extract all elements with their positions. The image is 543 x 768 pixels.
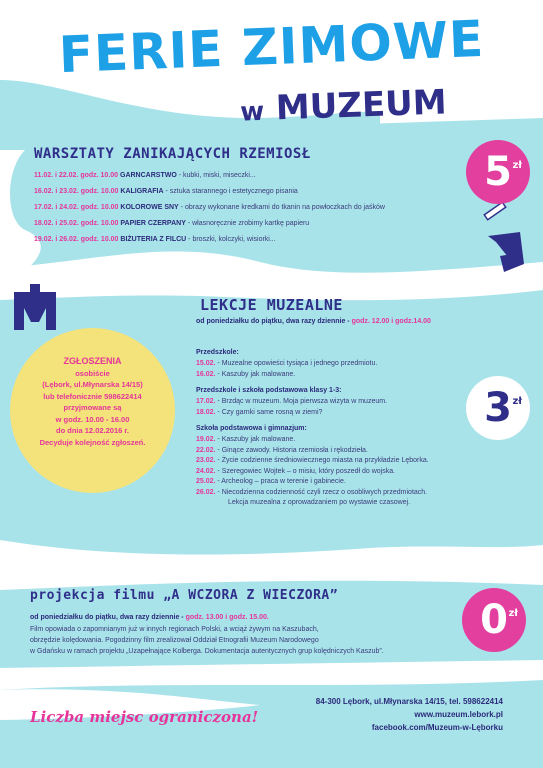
projekcja-schedule: [30, 614, 269, 621]
lesson-text: - Niecodzienna codzienność czyli rzecz o osobliwych przedmiotach.: [215, 488, 428, 496]
lesson-group-title: Szkoła podstawowa i gimnazjum:: [196, 425, 307, 432]
lekcje-schedule-prefix: od poniedziałku do piątku, dwa razy dziennie -: [196, 318, 352, 325]
lesson-item: [196, 409, 322, 416]
price-value: 3: [484, 385, 512, 431]
workshop-row: [34, 204, 385, 211]
zgloszenia-line: (Lębork, ul.Młynarska 14/15): [42, 380, 143, 389]
lekcje-schedule: [196, 318, 431, 325]
price-currency: zł: [512, 396, 522, 407]
workshop-date: 18.02. i 25.02. godz. 10.00: [34, 220, 121, 227]
workshop-desc: - własnoręcznie zrobimy kartkę papieru: [185, 220, 310, 227]
lesson-item: [196, 447, 368, 454]
workshop-desc: - broszki, kolczyki, wisiorki...: [186, 236, 276, 243]
price-currency: zł: [508, 608, 518, 619]
workshop-date: 11.02. i 22.02. godz. 10.00: [34, 172, 120, 179]
zgloszenia-line: lub telefonicznie 598622414: [43, 391, 142, 401]
lesson-text: - Czy garnki same rosną w ziemi?: [215, 408, 323, 416]
footer-address: 84-300 Lębork, ul.Młynarska 14/15, tel. 598622414: [315, 697, 503, 706]
title-w: w: [239, 96, 265, 128]
zgloszenia-text: [10, 356, 175, 448]
workshop-date: 16.02. i 23.02. godz. 10.00: [34, 188, 121, 195]
title-w-muzeum: [239, 82, 447, 129]
museum-logo: [10, 282, 60, 332]
footer-facebook[interactable]: facebook.com/Muzeum-w-Lęborku: [371, 723, 503, 732]
lesson-item: [196, 457, 429, 464]
price-badge-lekcje: [466, 376, 530, 440]
lesson-date: 26.02.: [196, 488, 216, 496]
film-desc-line: w Gdańsku w ramach projektu „Uzapełnające Kolbergа. Dokumentacja autentycznych grup kolędniczych Kaszub”.: [30, 648, 384, 655]
film-desc-line: obrzędzie kolędowania. Pogodzinny film zrealizował Oddział Etnografii Muzeum Narodowego: [30, 637, 319, 644]
limited-places-note: Liczba miejsc ograniczona!: [30, 708, 259, 726]
title-ferie-zimowe: FERIE ZIMOWE: [57, 9, 486, 85]
zgloszenia-lines: [10, 368, 175, 449]
workshop-row: [34, 172, 256, 179]
lesson-date: 23.02.: [196, 457, 216, 464]
workshop-name: PAPIER CZERPANY: [120, 220, 186, 227]
lesson-date: 25.02.: [196, 478, 216, 485]
lesson-date: 17.02.: [196, 398, 216, 405]
lesson-group-title: Przedszkole:: [196, 349, 239, 356]
lesson-date: 24.02.: [196, 467, 216, 475]
zgloszenia-line: do dnia 12.02.2016 r.: [56, 426, 129, 435]
lesson-text: - Życie codzienne średniowiecznego miasta na przykładzie Lęborka.: [215, 457, 429, 464]
price-currency: zł: [512, 160, 522, 171]
lesson-text: - Ginące zawody. Historia rzemiosła i rękodzieła.: [215, 446, 368, 454]
warsztaty-heading: WARSZTATY ZANIKAJĄCYCH RZEMIOSŁ: [34, 146, 311, 162]
lesson-date: 16.02.: [196, 370, 216, 378]
lesson-text: - Archeolog – praca w terenie i gabinecie.: [215, 478, 346, 485]
workshop-desc: - sztuka starannego i estetycznego pisania: [163, 188, 298, 195]
zgloszenia-line: Decyduje kolejność zgłoszeń.: [39, 437, 146, 447]
lesson-note: Lekcja muzealna z oprowadzaniem po wystawie czasowej.: [228, 499, 411, 506]
lesson-date: 15.02.: [196, 360, 216, 367]
zgloszenia-line: przyjmowane są: [63, 403, 122, 412]
projekcja-schedule-hours: godz. 13.00 i godz. 15.00.: [185, 614, 269, 621]
lesson-text: - Kaszuby jak malowane.: [215, 370, 296, 378]
zgloszenia-line: osobiście: [75, 368, 110, 378]
workshop-row: [34, 236, 276, 243]
workshop-row: [34, 220, 309, 227]
zgloszenia-heading: ZGŁOSZENIA: [63, 356, 122, 366]
lekcje-schedule-hours: godz. 12.00 i godz.14.00: [351, 318, 431, 325]
price-value: 5: [484, 149, 512, 195]
lesson-text: - Muzealne opowieści tysiąca i jednego przedmiotu.: [215, 360, 378, 367]
price-value: 0: [480, 597, 508, 643]
projekcja-schedule-prefix: od poniedziałku do piątku, dwa razy dziennie -: [30, 614, 186, 621]
price-badge-projekcja: [462, 588, 526, 652]
lesson-date: 22.02.: [196, 446, 216, 454]
workshop-desc: - obrazy wykonane kredkami do tkanin na powłoczkach do jaśków: [178, 204, 385, 211]
lesson-item: [196, 478, 346, 485]
lekcje-heading: LEKCJE MUZEALNE: [200, 296, 343, 314]
workshop-date: 19.02. i 26.02. godz. 10.00: [34, 236, 121, 243]
lesson-item: [196, 468, 395, 475]
price-badge-warsztaty: [466, 140, 530, 204]
zgloszenia-line: w godz. 10.00 - 16.00: [55, 414, 130, 424]
lesson-item: [196, 489, 427, 496]
workshop-date: 17.02. i 24.02. godz. 10.00: [34, 204, 121, 211]
film-desc-line: Film opowiada o zapomnianym już w innych regionach Polski, a wciąż żywym na Kaszubach,: [30, 626, 319, 633]
footer-website[interactable]: www.muzeum.lebork.pl: [414, 710, 503, 719]
decorative-g-logo: [480, 228, 528, 276]
lesson-date: 19.02.: [196, 436, 216, 443]
workshop-name: KALIGRAFIA: [120, 188, 164, 195]
lesson-text: - Brzdąc w muzeum. Moja pierwsza wizyta w muzeum.: [215, 398, 388, 405]
workshop-name: BIŻUTERIA Z FILCU: [120, 236, 187, 243]
lesson-item: [196, 360, 377, 367]
title-muzeum: MUZEUM: [275, 82, 448, 129]
lesson-text: - Kaszuby jak malowane.: [215, 436, 296, 443]
lesson-date: 18.02.: [196, 408, 216, 416]
workshop-name: KOLOROWE SNY: [120, 204, 179, 211]
workshop-desc: - kubki, miski, miseczki...: [176, 172, 256, 179]
lesson-text: - Szeregowiec Wojtek – o misiu, który poszedł do wojska.: [215, 467, 396, 475]
lesson-item: [196, 398, 387, 405]
lesson-item: [196, 436, 295, 443]
workshop-name: GARNCARSTWO: [120, 172, 177, 179]
projekcja-heading: projekcja filmu „A WCZORA Z WIECZORA”: [30, 588, 339, 603]
lesson-group-title: Przedszkole i szkoła podstawowa klasy 1-3:: [196, 387, 342, 394]
lesson-item: [196, 371, 295, 378]
workshop-row: [34, 188, 298, 195]
